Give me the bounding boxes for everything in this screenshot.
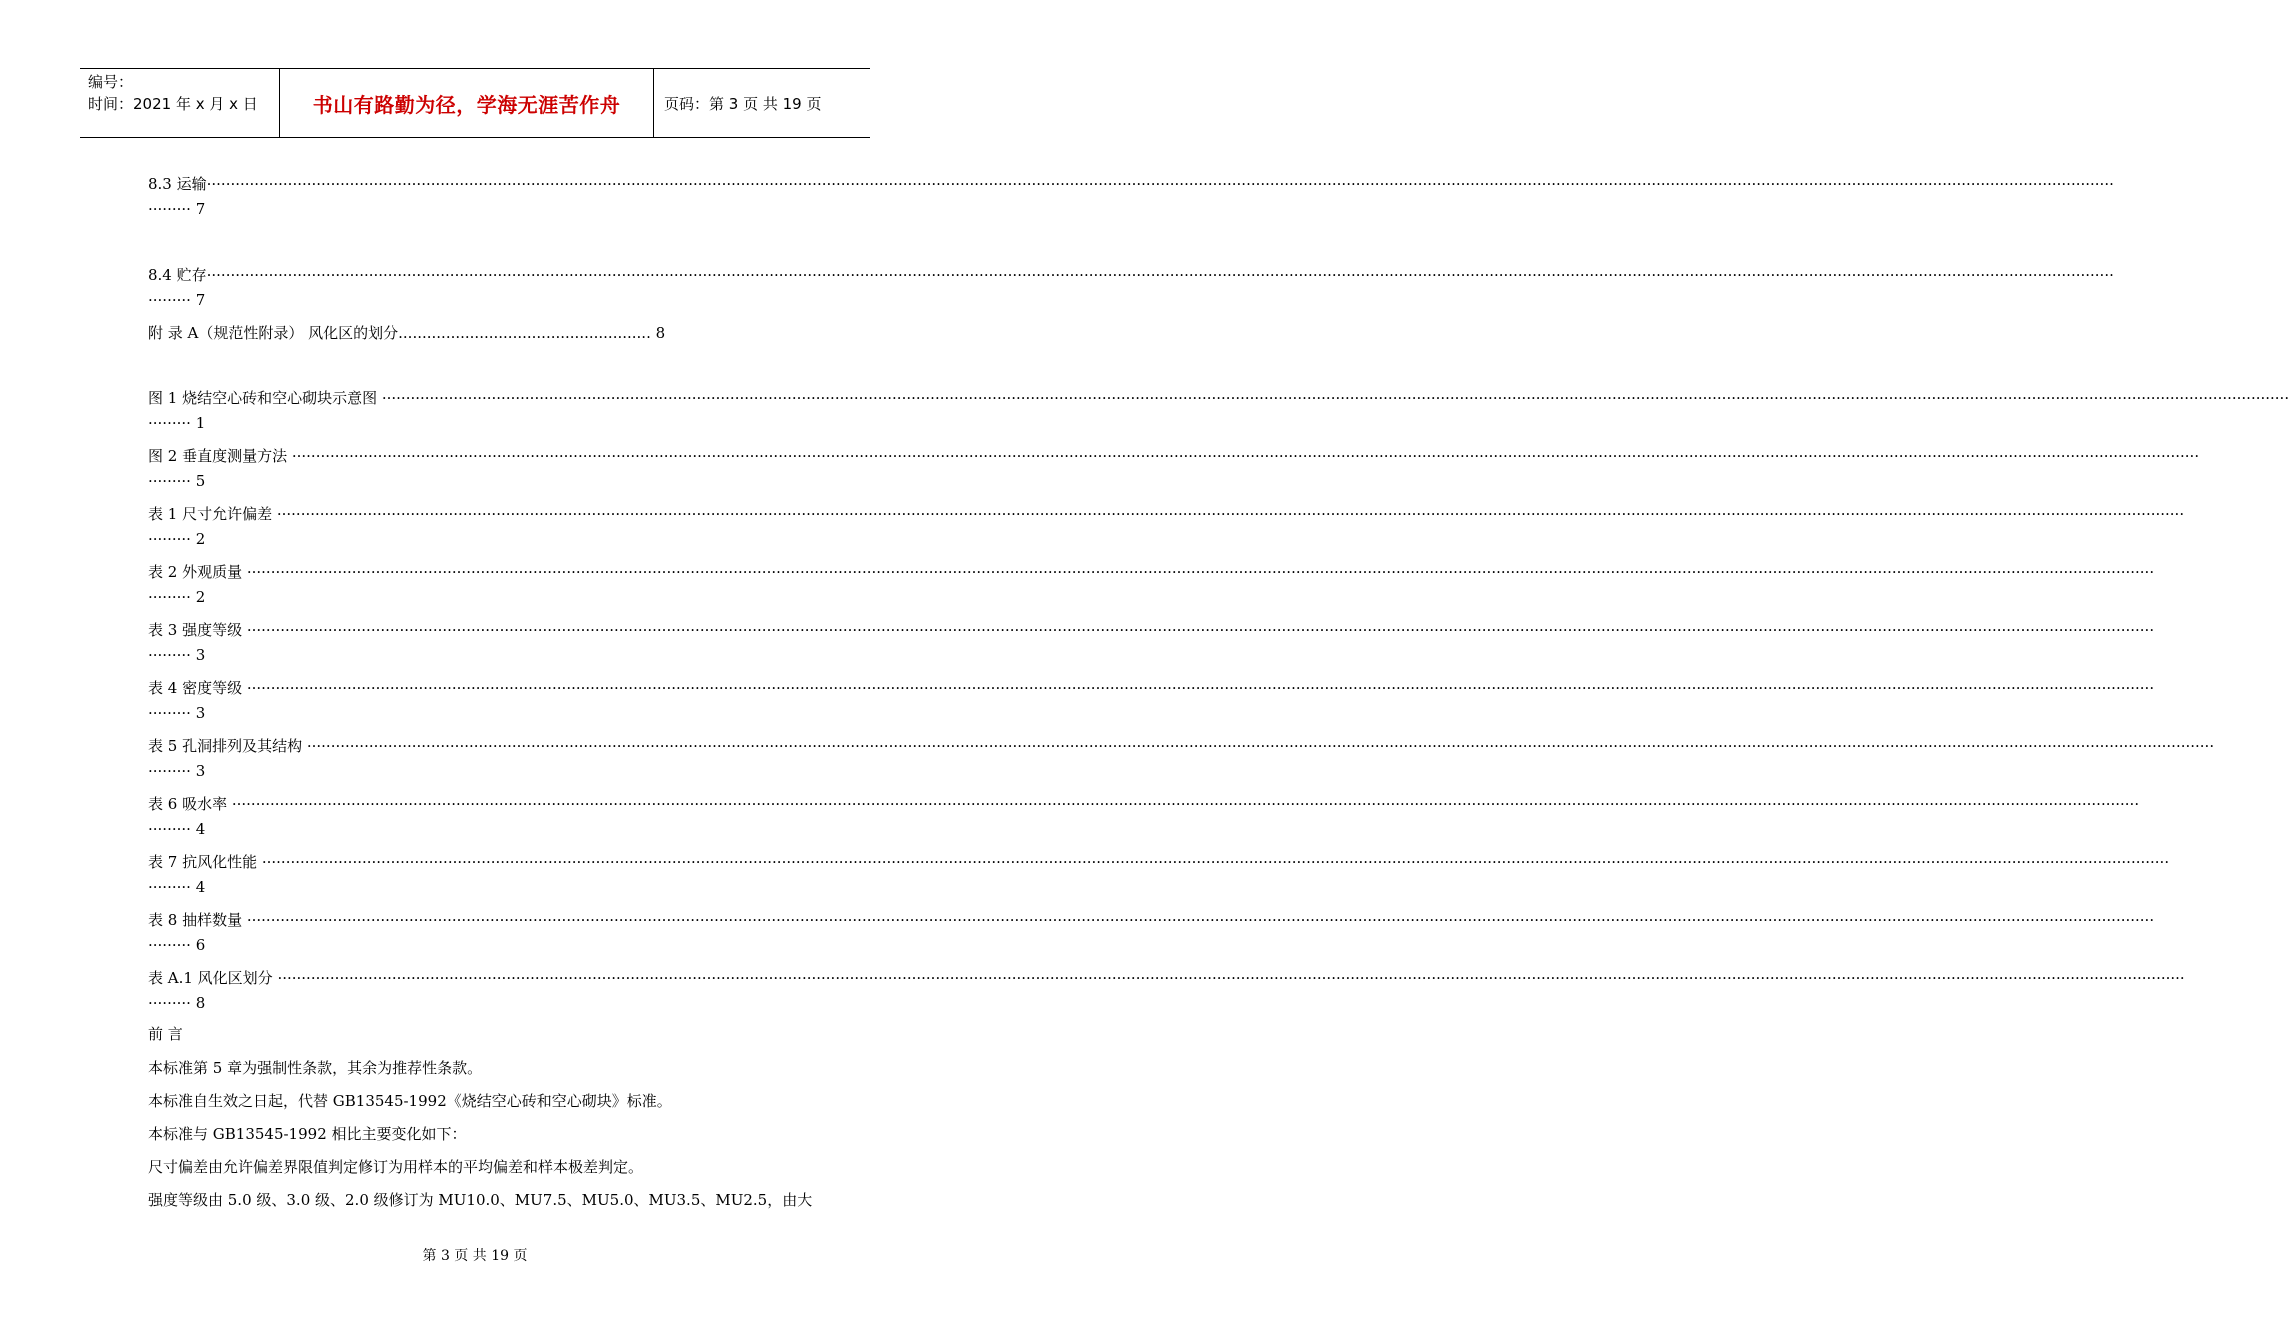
- toc-entry-label: 表 5 孔洞排列及其结构: [148, 737, 307, 755]
- toc-entry-label: 表 6 吸水率: [148, 795, 232, 813]
- toc-leader-dots: ·········: [148, 588, 196, 606]
- toc-page-number: 1: [195, 414, 206, 432]
- toc-appendix-entry[interactable]: 附 录 A（规范性附录） 风化区的划分..................................................... 8: [148, 324, 666, 342]
- document-number-label: 编号：: [88, 73, 134, 91]
- toc-page-number: 2: [195, 588, 206, 606]
- foreword-paragraph: 强度等级由 5.0 级、3.0 级、2.0 级修订为 MU10.0、MU7.5、MU5.0、MU3.5、MU2.5，由大: [148, 1191, 813, 1209]
- toc-leader-dots: ·········: [148, 994, 196, 1012]
- toc-page-number: 2: [195, 530, 206, 548]
- toc-entry[interactable]: [148, 792, 2140, 842]
- toc-entry-label: 8.3 运输: [148, 175, 207, 193]
- toc-entry[interactable]: [148, 618, 2155, 668]
- foreword-paragraph: 本标准第 5 章为强制性条款，其余为推荐性条款。: [148, 1059, 483, 1077]
- toc-page-number: 6: [195, 936, 206, 954]
- toc-page-number: 5: [195, 472, 206, 490]
- toc-leader-dots: ················································································································································································································································································································································································································: [206, 175, 2114, 193]
- toc-leader-dots: ·········: [148, 472, 196, 490]
- toc-leader-dots: ·········: [148, 820, 196, 838]
- toc-leader-dots: ·········: [148, 530, 196, 548]
- toc-leader-dots: ················································································································································································································································································································································································································: [291, 447, 2200, 465]
- toc-entry-label: 表 4 密度等级: [148, 679, 247, 697]
- toc-entry-label: 表 7 抗风化性能: [148, 853, 262, 871]
- toc-entry[interactable]: [148, 172, 2114, 222]
- toc-entry[interactable]: [148, 502, 2185, 552]
- toc-leader-dots: ················································································································································································································································································································································································································: [246, 911, 2155, 929]
- foreword-paragraph: 本标准自生效之日起，代替 GB13545-1992《烧结空心砖和空心砌块》标准。: [148, 1092, 672, 1110]
- toc-leader-dots: ················································································································································································································································································································································································································: [246, 621, 2155, 639]
- toc-page-number: 4: [195, 820, 206, 838]
- toc-leader-dots: ················································································································································································································································································································································································································: [206, 266, 2114, 284]
- toc-entry[interactable]: [148, 850, 2170, 900]
- toc-page-number: 3: [195, 704, 206, 722]
- toc-entry-label: 表 1 尺寸允许偏差: [148, 505, 277, 523]
- toc-entry[interactable]: [148, 908, 2155, 958]
- toc-entry[interactable]: [148, 966, 2185, 1016]
- toc-entry[interactable]: [148, 734, 2215, 784]
- toc-leader-dots: ················································································································································································································································································································································································································: [381, 389, 2289, 407]
- page-header: [80, 68, 870, 138]
- toc-leader-dots: ·········: [148, 291, 196, 309]
- toc-leader-dots: ·········: [148, 646, 196, 664]
- header-page-info: 页码：第 3 页 共 19 页: [664, 94, 822, 113]
- toc-leader-dots: ·········: [148, 878, 196, 896]
- toc-leader-dots: ················································································································································································································································································································································································································: [261, 853, 2170, 871]
- toc-leader-dots: ················································································································································································································································································································································································································: [277, 969, 2185, 987]
- foreword-paragraph: 本标准与 GB13545-1992 相比主要变化如下：: [148, 1125, 467, 1143]
- toc-page-number: 4: [195, 878, 206, 896]
- toc-page-number: 3: [195, 762, 206, 780]
- toc-leader-dots: ················································································································································································································································································································································································································: [306, 737, 2215, 755]
- header-motto: 书山有路勤为径，学海无涯苦作舟: [280, 69, 654, 137]
- toc-entry[interactable]: [148, 676, 2155, 726]
- foreword-title: 前 言: [148, 1025, 183, 1043]
- header-meta: [80, 69, 280, 137]
- toc-entry-label: 图 1 烧结空心砖和空心砌块示意图: [148, 389, 382, 407]
- toc-leader-dots: ·········: [148, 704, 196, 722]
- toc-leader-dots: ·········: [148, 762, 196, 780]
- toc-leader-dots: ················································································································································································································································································································································································································: [246, 563, 2155, 581]
- toc-entry-label: 图 2 垂直度测量方法: [148, 447, 292, 465]
- toc-entry[interactable]: [148, 444, 2200, 494]
- toc-page-number: 3: [195, 646, 206, 664]
- toc-page-number: 8: [195, 994, 206, 1012]
- toc-entry[interactable]: [148, 386, 2289, 436]
- document-date: 时间：2021 年 x 月 x 日: [88, 95, 258, 113]
- foreword-paragraph: 尺寸偏差由允许偏差界限值判定修订为用样本的平均偏差和样本极差判定。: [148, 1158, 644, 1176]
- toc-leader-dots: ·········: [148, 414, 196, 432]
- toc-leader-dots: ·········: [148, 200, 196, 218]
- toc-leader-dots: ················································································································································································································································································································································································································: [276, 505, 2185, 523]
- toc-page-number: 7: [195, 200, 206, 218]
- toc-entry-label: 表 A.1 风化区划分: [148, 969, 278, 987]
- toc-entry-label: 表 3 强度等级: [148, 621, 247, 639]
- toc-leader-dots: ················································································································································································································································································································································································································: [246, 679, 2155, 697]
- toc-entry[interactable]: [148, 263, 2114, 313]
- toc-leader-dots: ·········: [148, 936, 196, 954]
- toc-entry-label: 8.4 贮存: [148, 266, 207, 284]
- page-footer: 第 3 页 共 19 页: [422, 1248, 528, 1264]
- toc-page-number: 7: [195, 291, 206, 309]
- toc-entry-label: 表 8 抽样数量: [148, 911, 247, 929]
- toc-entry[interactable]: [148, 560, 2155, 610]
- toc-entry-label: 表 2 外观质量: [148, 563, 247, 581]
- toc-leader-dots: ················································································································································································································································································································································································································: [231, 795, 2140, 813]
